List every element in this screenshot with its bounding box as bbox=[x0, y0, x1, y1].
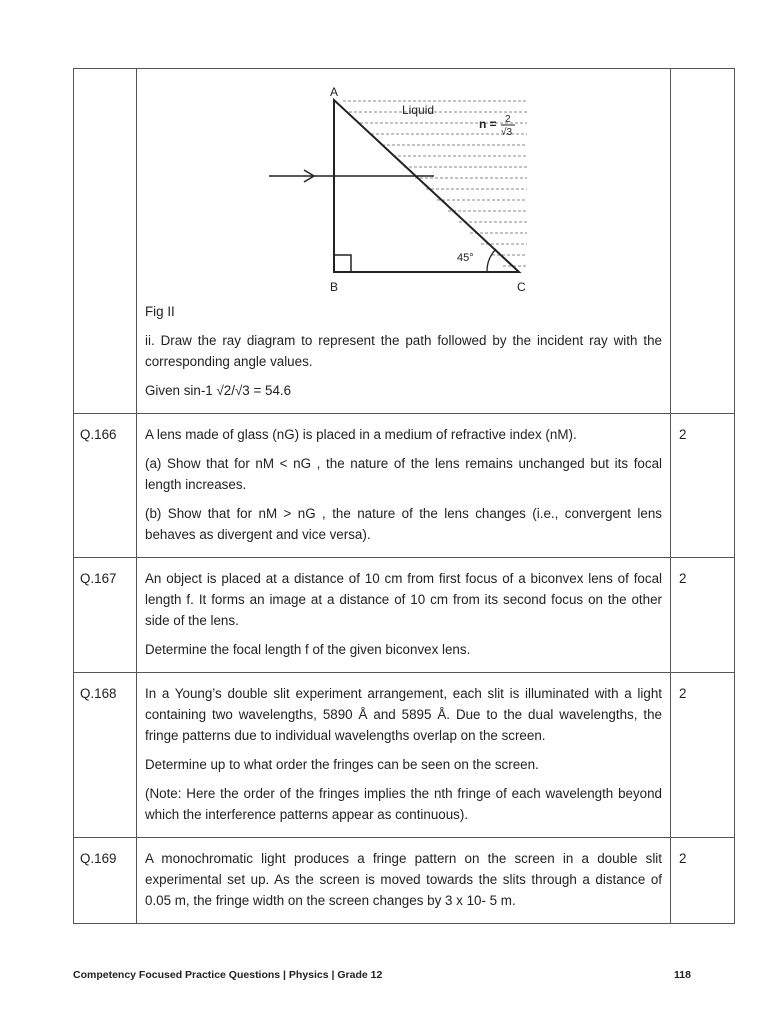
fig-caption: Fig II bbox=[145, 304, 175, 319]
question-paragraph: A monochromatic light produces a fringe pattern on the screen in a double slit experimental set up. As the screen is moved towards the slits through a distance of 0.05 m, the fringe width on the screen changes by 3 x 10- 5 m. bbox=[145, 851, 662, 908]
label-b: B bbox=[330, 280, 339, 294]
table-row-fig2 bbox=[74, 69, 735, 414]
footer-title: Competency Focused Practice Questions | Physics | Grade 12 bbox=[73, 969, 383, 981]
table-row-q166 bbox=[74, 414, 735, 558]
question-paragraph: A lens made of glass (nG) is placed in a medium of refractive index (nM). bbox=[145, 427, 577, 442]
label-a: A bbox=[330, 85, 339, 99]
question-paragraph: Determine the focal length f of the given biconvex lens. bbox=[145, 642, 471, 657]
question-number: Q.166 bbox=[74, 414, 137, 558]
angle-arc bbox=[487, 249, 496, 272]
table-row-q167 bbox=[74, 558, 735, 673]
prism-diagram bbox=[145, 79, 662, 301]
marks-cell bbox=[671, 69, 735, 414]
question-paragraph: (Note: Here the order of the fringes implies the nth fringe of each wavelength beyond which the interference patterns appear as continuous). bbox=[145, 786, 662, 822]
angle-label: 45° bbox=[457, 252, 474, 264]
right-angle-marker bbox=[334, 255, 351, 272]
table-row-q169 bbox=[74, 838, 735, 924]
label-c: C bbox=[517, 280, 526, 294]
prism-figure bbox=[145, 79, 662, 301]
question-marks: 2 bbox=[671, 558, 735, 673]
question-marks: 2 bbox=[671, 838, 735, 924]
n-numerator: 2 bbox=[505, 114, 511, 125]
question-paragraph: (b) Show that for nM > nG , the nature of the lens changes (i.e., convergent lens behaves as divergent and vice versa). bbox=[145, 506, 662, 542]
question-number: Q.167 bbox=[74, 558, 137, 673]
question-paragraph: (a) Show that for nM < nG , the nature of the lens remains unchanged but its focal length increases. bbox=[145, 456, 662, 492]
liquid-label: Liquid bbox=[402, 103, 435, 117]
question-body bbox=[137, 414, 671, 558]
question-paragraph: In a Young’s double slit experiment arrangement, each slit is illuminated with a light containing two wavelengths, 5890 Å and 5895 Å. Due to the dual wavelengths, the fringe patterns due to individual wavelengths overlap on the screen. bbox=[145, 686, 662, 743]
page-number: 118 bbox=[674, 969, 691, 981]
question-body-cell bbox=[137, 69, 671, 414]
question-number: Q.169 bbox=[74, 838, 137, 924]
question-number-cell bbox=[74, 69, 137, 414]
question-paragraph: An object is placed at a distance of 10 cm from first focus of a biconvex lens of focal length f. It forms an image at a distance of 10 cm from its second focus on the other side of the lens. bbox=[145, 571, 662, 628]
liquid-lines bbox=[343, 101, 527, 266]
question-body bbox=[137, 673, 671, 838]
question-body bbox=[137, 838, 671, 924]
part-ii-given: Given sin-1 √2/√3 = 54.6 bbox=[145, 383, 292, 398]
n-label: n = bbox=[479, 117, 497, 131]
part-ii-instruction: ii. Draw the ray diagram to represent the path followed by the incident ray with the corresponding angle values. bbox=[145, 333, 662, 369]
question-marks: 2 bbox=[671, 673, 735, 838]
table-row-q168 bbox=[74, 673, 735, 838]
question-body bbox=[137, 558, 671, 673]
question-paragraph: Determine up to what order the fringes can be seen on the screen. bbox=[145, 757, 539, 772]
question-marks: 2 bbox=[671, 414, 735, 558]
questions-table bbox=[73, 68, 735, 924]
n-denominator: √3 bbox=[501, 127, 513, 138]
question-number: Q.168 bbox=[74, 673, 137, 838]
